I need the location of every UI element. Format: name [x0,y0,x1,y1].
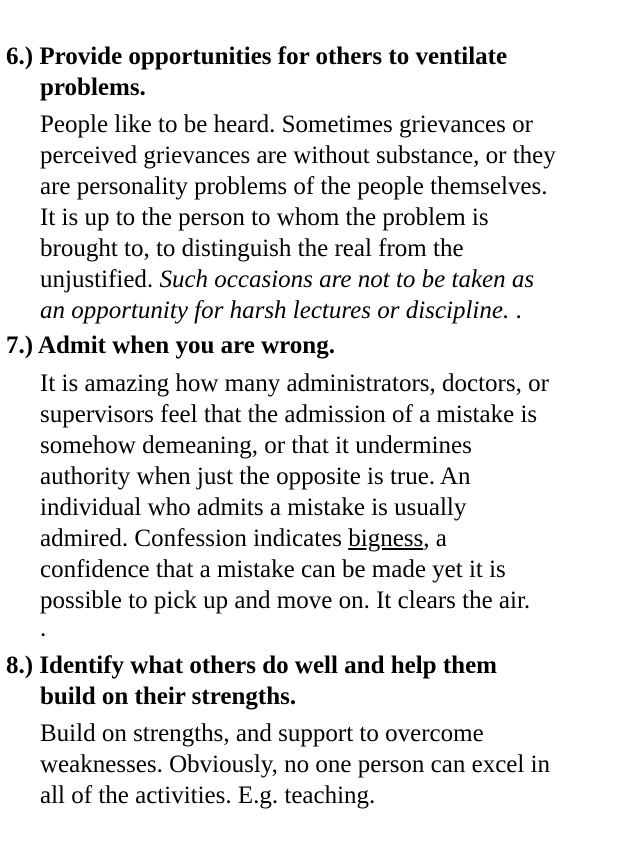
section-6-body-line: are personality problems of the people themselves. [40,173,548,200]
section-7-body-line: possible to pick up and move on. It clears the air. [40,587,531,614]
section-6-heading-line-2: problems. [40,74,146,101]
section-8-heading [6,650,497,712]
section-6-heading-line-1: 6.) Provide opportunities for others to ventilate [6,43,508,70]
section-7-body-line [40,524,447,554]
section-7-body-line: authority when just the opposite is true. An [40,463,471,490]
section-6-emphasis: Such occasions are not to be taken as [159,266,535,293]
section-8-body-line: all of the activities. E.g. teaching. [40,782,376,809]
section-6-line-plain: unjustified. [40,266,160,293]
section-7-body-line: It is amazing how many administrators, doctors, or [40,370,549,397]
section-6-body-line [40,296,522,326]
section-6-line-tail: . [509,297,522,324]
section-8-body-line: weaknesses. Obviously, no one person can excel in [40,751,551,778]
section-6-body-line: People like to be heard. Sometimes grievances or [40,111,533,138]
section-8-heading-line-2: build on their strengths. [40,683,297,710]
stray-dot: . [40,615,47,642]
section-7-body-line: individual who admits a mistake is usually [40,494,467,521]
section-6-heading [6,41,507,103]
underlined-word: bigness [348,525,424,552]
section-6-body-line: perceived grievances are without substance, or they [40,142,556,169]
section-6-body-line: It is up to the person to whom the problem is [40,204,489,231]
section-7-heading-line-1: 7.) Admit when you are wrong. [6,332,335,359]
section-7-line-after: , a [423,525,447,552]
section-8-body-line: Build on strengths, and support to overcome [40,720,484,747]
section-6-body-line [40,265,534,295]
section-7-body-line: confidence that a mistake can be made yet it is [40,556,506,583]
section-7-line-before: admired. Confession indicates [40,525,349,552]
section-7-heading [6,330,335,361]
section-6-emphasis: an opportunity for harsh lectures or discipline. [40,297,510,324]
section-7-body-line: supervisors feel that the admission of a mistake is [40,401,538,428]
section-6-body-line: brought to, to distinguish the real from the [40,235,464,262]
section-7-body-line: somehow demeaning, or that it undermines [40,432,472,459]
section-8-heading-line-1: 8.) Identify what others do well and help them [6,652,497,679]
